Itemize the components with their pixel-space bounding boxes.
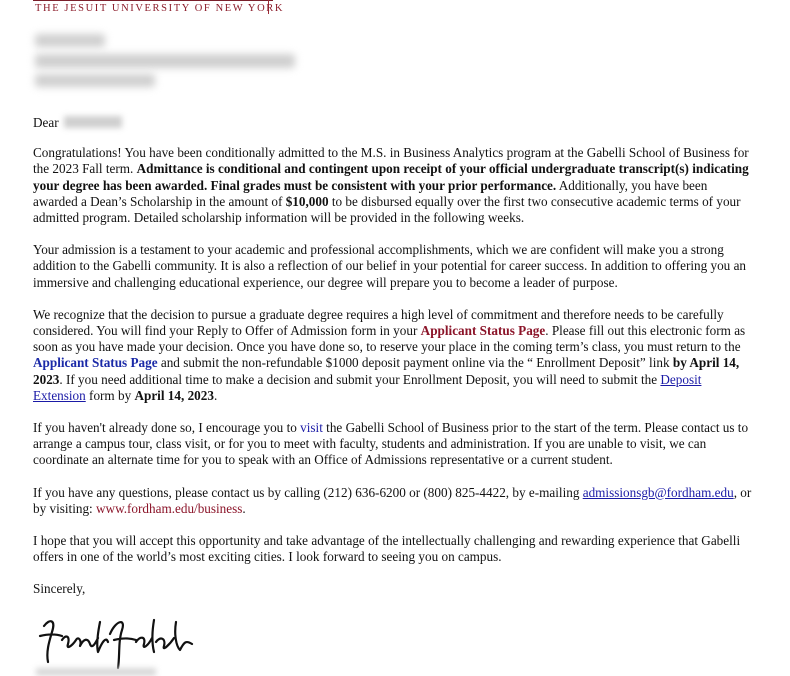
paragraph-admission: Congratulations! You have been conditionally admitted to the M.S. in Business Analytics program at the Gabelli School of Business for the 2023 Fall term. Admittance is conditional and contingent upon receipt of your official undergraduate transcript(s) indicating your degree has been awarded. Final grades must be consistent with your prior performance. Additionally, you have been awarded a Dean’s Scholarship in the amount of $10,000 to be disbursed equally over the first two consecutive academic terms of your admitted program. Detailed scholarship information will be provided in the following weeks.: [33, 145, 749, 226]
letter-body: [33, 115, 753, 614]
salutation: Dear: [33, 115, 753, 131]
redacted-name: [64, 116, 122, 128]
handwritten-signature: [36, 612, 216, 672]
redacted-address-line-3: [35, 74, 155, 87]
redacted-address-line-2: [35, 54, 295, 68]
deposit-extension-link[interactable]: Deposit Extension: [33, 371, 702, 403]
university-name: THE JESUIT UNIVERSITY OF NEW YORK: [35, 3, 285, 14]
paragraph-testament: Your admission is a testament to your academic and professional accomplishments, which we are confident will make you a strong addition to the Gabelli community. It is also a reflection of our belief in your potential for career success. In addition to offering you an immersive and challenging educational experience, our degree will prepare you to become a leader of purpose.: [33, 242, 747, 290]
closing: Sincerely,: [33, 581, 86, 597]
redacted-address-line-1: [35, 34, 105, 47]
paragraph-visit: If you haven't already done so, I encourage you to visit the Gabelli School of Business prior to the start of the term. Please contact us to arrange a campus tour, class visit, or for you to meet with faculty, students and administration. If you are unable to visit, we can coordinate an alternate time for you to speak with an Office of Admissions representative or a current student.: [33, 420, 749, 468]
website-link[interactable]: www.fordham.edu/business: [96, 500, 243, 516]
visit-link[interactable]: visit: [300, 420, 323, 436]
email-link[interactable]: admissionsgb@fordham.edu: [582, 484, 734, 500]
applicant-status-page-link[interactable]: Applicant Status Page: [420, 323, 546, 339]
letterhead-top-line: [33, 0, 273, 1]
letterhead: [0, 0, 790, 22]
paragraph-closing: I hope that you will accept this opportunity and take advantage of the intellectually challenging and rewarding experience that Gabelli offers in one of the world’s most exciting cities. I look forward to seeing you on campus.: [33, 533, 741, 565]
paragraph-contact: If you have any questions, please contact us by calling (212) 636-6200 or (800) 825-4422, by e-mailing admissionsgb@fordham.edu, or by visiting: www.fordham.edu/business.: [33, 484, 752, 516]
applicant-status-page-link-2[interactable]: Applicant Status Page: [33, 355, 158, 371]
paragraph-deposit: We recognize that the decision to pursue a graduate degree requires a high level of commitment and therefore needs to be carefully considered. You will find your Reply to Offer of Admission form in your Applicant Status Page. Please fill out this electronic form as soon as you have made your decision. Once you have done so, to reserve your place in the coming term’s class, you must return to the Applicant Status Page and submit the non-refundable $1000 deposit payment online via the “ Enrollment Deposit” link by April 14, 2023. If you need additional time to make a decision and submit your Enrollment Deposit, you will need to submit the Deposit Extension form by April 14, 2023.: [33, 306, 746, 403]
